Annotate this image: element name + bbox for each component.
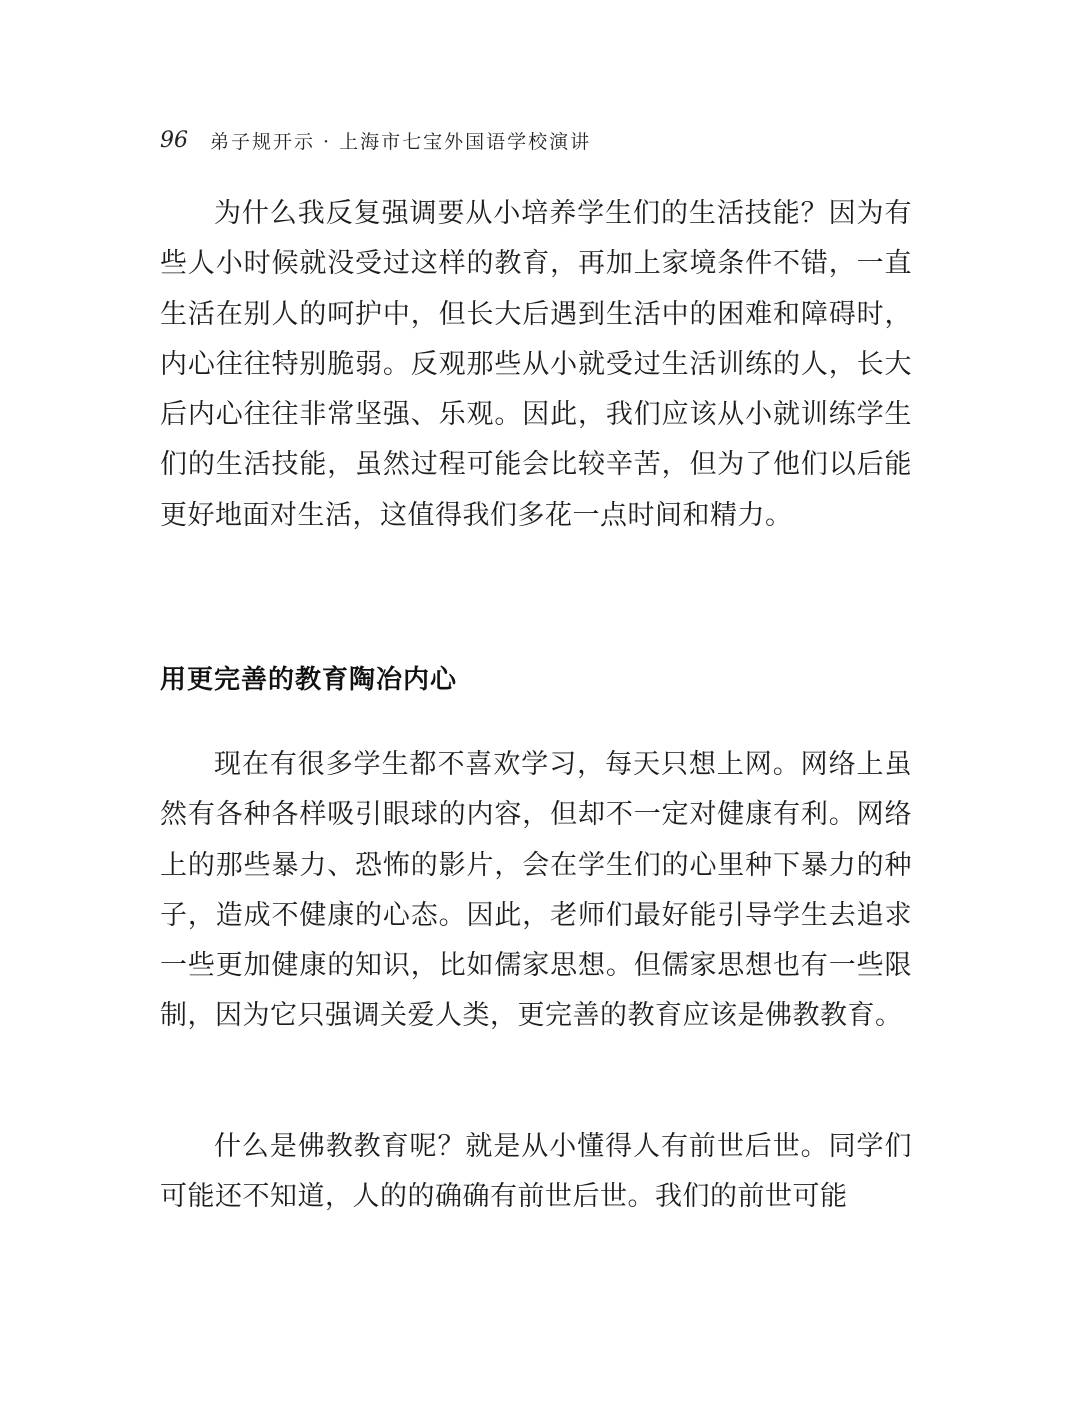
section-heading: 用更完善的教育陶冶内心 <box>160 665 458 695</box>
body-paragraph: 什么是佛教教育呢？就是从小懂得人有前世后世。同学们可能还不知道，人的的确确有前世后世。我们的前世可能 <box>160 1131 912 1213</box>
body-paragraph: 现在有很多学生都不喜欢学习，每天只想上网。网络上虽然有各种各样吸引眼球的内容，但却不一定对健康有利。网络上的那些暴力、恐怖的影片，会在学生们的心里种下暴力的种子，造成不健康的心态。因此，老师们最好能引导学生去追求一些更加健康的知识，比如儒家思想。但儒家思想也有一些限制，因为它只强调关爱人类，更完善的教育应该是佛教教育。 <box>160 749 912 1032</box>
body-paragraph: 为什么我反复强调要从小培养学生们的生活技能？因为有些人小时候就没受过这样的教育，再加上家境条件不错，一直生活在别人的呵护中，但长大后遇到生活中的困难和障碍时，内心往往特别脆弱。反观那些从小就受过生活训练的人，长大后内心往往非常坚强、乐观。因此，我们应该从小就训练学生们的生活技能，虽然过程可能会比较辛苦，但为了他们以后能更好地面对生活，这值得我们多花一点时间和精力。 <box>160 198 912 531</box>
page-number: 96 <box>160 127 188 153</box>
running-header-title: 弟子规开示 · 上海市七宝外国语学校演讲 <box>210 130 592 153</box>
running-header <box>160 122 591 158</box>
